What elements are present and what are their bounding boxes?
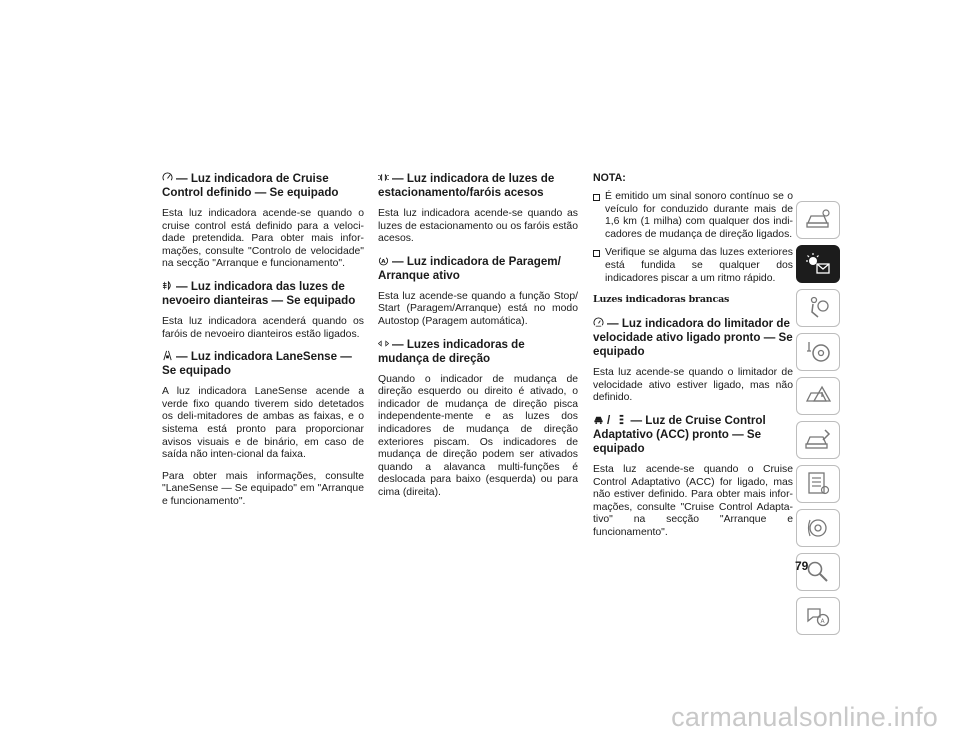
tab-car-info[interactable] xyxy=(796,201,840,239)
airbag-safety-icon xyxy=(804,295,832,321)
watermark: carmanualsonline.info xyxy=(671,702,938,732)
bullet-box-icon xyxy=(593,194,600,201)
section-body: Esta luz indicadora acende-se quando as luzes de estacionamento ou os faróis estão acesos. xyxy=(378,208,578,245)
chapter-tabs xyxy=(796,201,842,641)
tab-languages[interactable] xyxy=(796,597,840,635)
note-item: É emitido um sinal sonoro contínuo se o veículo for conduzido durante mais de 1,6 km (1 milha) com qualquer dos indi-cadores de mudança de direção ligados. xyxy=(593,191,793,241)
note-list xyxy=(593,191,793,285)
section-heading-lanesense: — Luz indicadora LaneSense — Se equipado xyxy=(162,350,352,378)
turn-signal-icon xyxy=(378,338,389,349)
section-body: Esta luz acende-se quando o limitador de velocidade ativo estiver ligado, mas não definido. xyxy=(593,367,793,404)
subheading-white-lights: Luzes indicadoras brancas xyxy=(593,294,730,306)
section-body: Para obter mais informações, consulte "LaneSense — Se equipado" em "Arranque e funcionamento". xyxy=(162,470,364,507)
section-heading-cruise-set: — Luz indicadora de Cruise Control definido — Se equipado xyxy=(162,172,339,199)
language-icon xyxy=(804,603,832,629)
svg-text:A: A xyxy=(381,258,386,265)
column-left xyxy=(162,172,364,518)
tab-emergency[interactable] xyxy=(796,377,840,415)
section-body: Esta luz acende-se quando a função Stop/ Start (Paragem/Arranque) está no modo Autostop (Paragem automática). xyxy=(378,290,578,327)
service-icon xyxy=(804,427,832,453)
column-middle xyxy=(378,172,578,509)
front-fog-icon xyxy=(162,280,173,291)
section-body: Esta luz acende-se quando o Cruise Control Adaptativo (ACC) for ligado, mas não estiver definido. Para obter mais infor-mações, consulte "Cruise Control Adapta-tivo" na secção "Arranque e funcionamento". xyxy=(593,463,793,538)
car-info-icon xyxy=(804,207,832,233)
note-label: NOTA: xyxy=(593,172,626,184)
tab-starting-operating[interactable] xyxy=(796,333,840,371)
acc-bars-icon xyxy=(616,414,627,425)
section-heading-front-fog: — Luz indicadora das luzes de nevoeiro dianteiras — Se equipado xyxy=(162,279,356,307)
stop-start-icon xyxy=(378,255,389,266)
cruise-set-icon xyxy=(162,172,173,183)
page-number: 79 xyxy=(795,559,809,573)
steering-start-icon xyxy=(804,339,832,365)
warning-lights-icon xyxy=(804,251,832,277)
section-heading-acc-ready: / — Luz de Cruise Control Adaptativo (ACC) pronto — Se equipado xyxy=(593,413,766,455)
section-body: Quando o indicador de mudança de direção esquerdo ou direito é ativado, o indicador de mudança de direção pisca independente-mente e as luzes dos indicadores de mudança de direção exteriores piscam. Os indicadores de mudança de direção podem ser ativados quando a alavanca multi-funções é deslocada para baixo (esquerda) ou para cima (direita). xyxy=(378,373,578,498)
section-heading-stop-start: A — Luz indicadora de Paragem/ Arranque ativo xyxy=(378,254,561,282)
acc-car-icon xyxy=(593,414,604,425)
tab-warning-lights[interactable] xyxy=(796,245,840,283)
speed-limiter-icon xyxy=(593,317,604,328)
multimedia-icon xyxy=(804,515,832,541)
section-body: A luz indicadora LaneSense acende a verde fixo quando tiverem sido detetados os deli-mitadores de ambas as faixas, e o sistema está pronto para proporcionar avisos visuais e de binário, em caso de saída não inten-cional da faixa. xyxy=(162,386,364,461)
section-heading-speed-limiter: — Luz indicadora do limitador de velocidade ativo ligado pronto — Se equipado xyxy=(593,317,793,359)
parking-lights-icon xyxy=(378,172,389,183)
column-right xyxy=(593,172,793,549)
svg-text:A: A xyxy=(820,618,825,625)
tab-service[interactable] xyxy=(796,421,840,459)
tab-multimedia[interactable] xyxy=(796,509,840,547)
bullet-box-icon xyxy=(593,250,600,257)
lanesense-icon xyxy=(162,350,173,361)
section-heading-parking-lights: — Luz indicadora de luzes de estacionamento/faróis acesos xyxy=(378,172,555,199)
section-body: Esta luz indicadora acenderá quando os faróis de nevoeiro dianteiros estão ligados. xyxy=(162,315,364,340)
specs-icon xyxy=(804,471,832,497)
section-heading-turn-signals: — Luzes indicadoras de mudança de direção xyxy=(378,337,525,365)
tab-specifications[interactable] xyxy=(796,465,840,503)
note-item: Verifique se alguma das luzes exteriores está fundida se qualquer dos indicadores piscar a um ritmo rápido. xyxy=(593,247,793,285)
tab-safety[interactable] xyxy=(796,289,840,327)
section-body: Esta luz indicadora acende-se quando o cruise control está definido para a veloci-dade pretendida. Para obter mais infor-mações, consulte "Controlo de velocidade" na secção "Arranque e funcionamento". xyxy=(162,208,364,270)
emergency-icon xyxy=(804,383,832,409)
